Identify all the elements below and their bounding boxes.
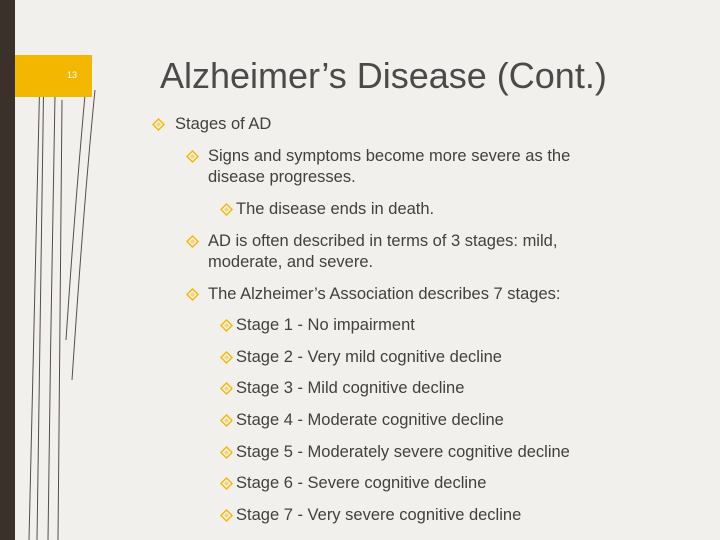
slide-number-tab — [15, 55, 92, 97]
bullet-text: Stages of AD — [175, 115, 272, 133]
bullet-stage-7 — [220, 505, 521, 526]
slide-number: 13 — [67, 70, 78, 80]
bullet-stage-4 — [220, 410, 504, 431]
diamond-bullet-icon — [220, 347, 233, 368]
diamond-bullet-icon — [220, 378, 233, 399]
diamond-bullet-icon — [152, 114, 165, 135]
diamond-bullet-icon — [220, 442, 233, 463]
bullet-line: Signs and symptoms become more severe as the — [208, 147, 571, 165]
bullet-text — [208, 146, 570, 188]
bullet-text: The Alzheimer’s Association describes 7 stages: — [208, 285, 561, 303]
diamond-bullet-icon — [186, 146, 199, 167]
bullet-association — [186, 284, 561, 305]
bullet-stage-5 — [220, 442, 570, 463]
bullet-text: Stage 7 - Very severe cognitive decline — [236, 506, 522, 524]
bullet-stage-3 — [220, 378, 464, 399]
diamond-bullet-icon — [220, 473, 233, 494]
bullet-text: Stage 2 - Very mild cognitive decline — [236, 348, 502, 366]
bullet-text: Stage 4 - Moderate cognitive decline — [236, 411, 504, 429]
bullet-stage-6 — [220, 473, 486, 494]
bullet-text: The disease ends in death. — [236, 200, 435, 218]
bullet-text: Stage 1 - No impairment — [236, 316, 415, 334]
bullet-text: Stage 3 - Mild cognitive decline — [236, 379, 465, 397]
slide-title: Alzheimer’s Disease (Cont.) — [160, 55, 607, 96]
diamond-bullet-icon — [186, 231, 199, 252]
bullet-stage-2 — [220, 347, 502, 368]
bullet-text — [208, 231, 557, 273]
bullet-ends-in-death — [220, 199, 434, 220]
diamond-bullet-icon — [220, 199, 233, 220]
diamond-bullet-icon — [186, 284, 199, 305]
diamond-bullet-icon — [220, 315, 233, 336]
bullet-three-stages — [186, 231, 557, 273]
bullet-text: Stage 6 - Severe cognitive decline — [236, 474, 487, 492]
bullet-signs-symptoms — [186, 146, 570, 188]
diamond-bullet-icon — [220, 505, 233, 526]
bullet-line: disease progresses. — [208, 168, 356, 186]
bullet-line: moderate, and severe. — [208, 253, 374, 271]
bullet-stages-of-ad — [152, 114, 271, 135]
bullet-text: Stage 5 - Moderately severe cognitive decline — [236, 443, 570, 461]
bullet-line: AD is often described in terms of 3 stages: mild, — [208, 232, 558, 250]
bullet-stage-1 — [220, 315, 415, 336]
diamond-bullet-icon — [220, 410, 233, 431]
